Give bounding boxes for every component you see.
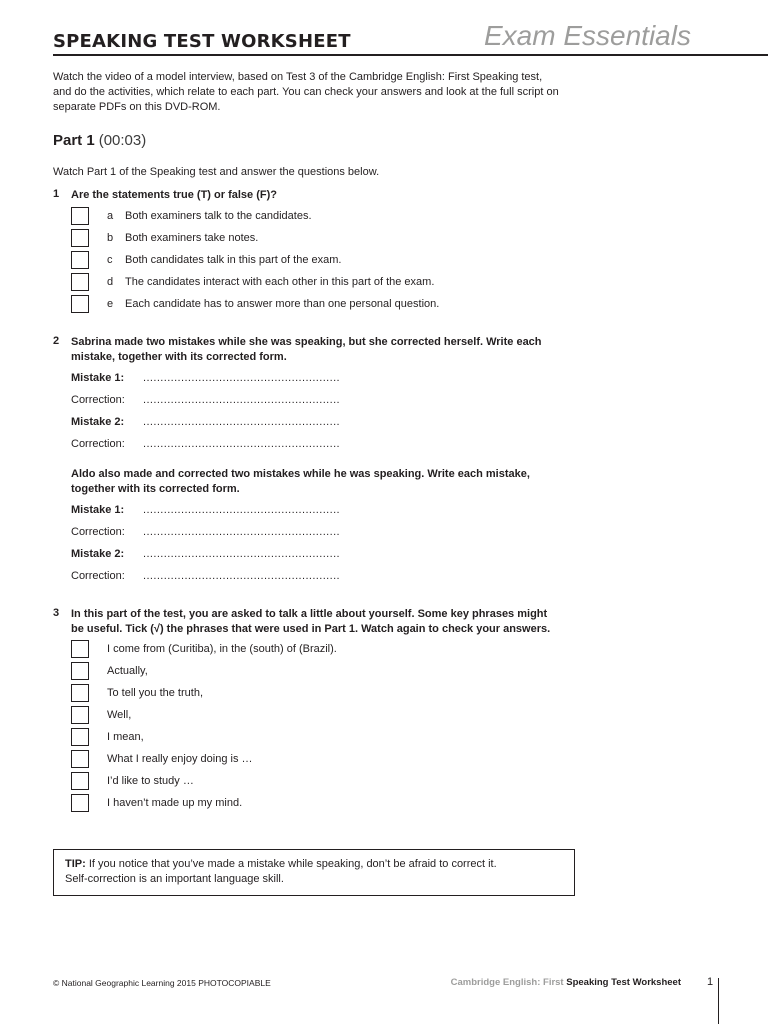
answer-box[interactable] [71, 251, 89, 269]
question-text: Are the statements true (T) or false (F)? [71, 189, 277, 201]
mistake-label: Mistake 1: [71, 504, 125, 516]
phrase-text: Actually, [107, 665, 148, 677]
worksheet-title: SPEAKING TEST WORKSHEET [53, 31, 351, 52]
phrase-text: I’d like to study … [107, 775, 194, 787]
statement-letter: d [107, 276, 114, 288]
brand-title: Exam Essentials [484, 20, 691, 51]
tip-line: Self-correction is an important language skill. [65, 873, 284, 885]
part-label: Part 1 [53, 132, 95, 149]
answer-line[interactable]: ......................................................... [143, 372, 341, 384]
answer-line[interactable]: ......................................................... [143, 548, 341, 560]
tick-box[interactable] [71, 662, 89, 680]
tip-line [65, 857, 574, 872]
question-text [71, 607, 581, 637]
mistake-label: Mistake 2: [71, 548, 125, 560]
footer-series-title: Speaking Test Worksheet [566, 977, 681, 988]
correction-label: Correction: [71, 570, 125, 582]
correction-label: Correction: [71, 394, 125, 406]
question-line: mistake, together with its corrected form. [71, 351, 287, 363]
phrase-text: I come from (Curitiba), in the (south) of (Brazil). [107, 643, 337, 655]
statement-text: Both examiners talk to the candidates. [125, 210, 312, 222]
phrase-text: What I really enjoy doing is … [107, 753, 253, 765]
question-number: 2 [53, 335, 60, 347]
correction-label: Correction: [71, 438, 125, 450]
tick-box[interactable] [71, 706, 89, 724]
page-number: 1 [707, 976, 714, 988]
statement-text: Both candidates talk in this part of the exam. [125, 254, 342, 266]
intro-paragraph [53, 70, 593, 115]
answer-line[interactable]: ......................................................... [143, 526, 341, 538]
answer-box[interactable] [71, 273, 89, 291]
part-instruction: Watch Part 1 of the Speaking test and answer the questions below. [53, 166, 380, 178]
tip-text: If you notice that you’ve made a mistake while speaking, don’t be afraid to correct it. [88, 858, 497, 870]
tick-box[interactable] [71, 728, 89, 746]
question-line: Aldo also made and corrected two mistakes while he was speaking. Write each mistake, [71, 468, 530, 480]
tick-box[interactable] [71, 750, 89, 768]
question-line: Sabrina made two mistakes while she was speaking, but she corrected herself. Write each [71, 336, 542, 348]
question-line: be useful. Tick (√) the phrases that were used in Part 1. Watch again to check your answers. [71, 623, 551, 635]
question-number: 3 [53, 607, 60, 619]
answer-box[interactable] [71, 207, 89, 225]
answer-line[interactable]: ......................................................... [143, 504, 341, 516]
footer-series-exam: Cambridge English: First [450, 977, 564, 988]
phrase-text: To tell you the truth, [107, 687, 203, 699]
part-heading [53, 132, 146, 149]
footer-series [451, 977, 681, 988]
intro-line: separate PDFs on this DVD-ROM. [53, 101, 221, 113]
phrase-text: I haven’t made up my mind. [107, 797, 243, 809]
tip-box [53, 849, 575, 896]
intro-line: Watch the video of a model interview, based on Test 3 of the Cambridge English: First Speaking test, [53, 71, 543, 83]
tip-label: TIP: [65, 858, 86, 870]
answer-line[interactable]: ......................................................... [143, 438, 341, 450]
statement-text: Both examiners take notes. [125, 232, 259, 244]
statement-letter: b [107, 232, 114, 244]
answer-box[interactable] [71, 229, 89, 247]
part-time: (00:03) [98, 132, 147, 149]
answer-line[interactable]: ......................................................... [143, 394, 341, 406]
answer-box[interactable] [71, 295, 89, 313]
question-number: 1 [53, 188, 60, 200]
statement-text: Each candidate has to answer more than one personal question. [125, 298, 440, 310]
mistake-label: Mistake 1: [71, 372, 125, 384]
question-line: together with its corrected form. [71, 483, 240, 495]
worksheet-header [53, 18, 768, 56]
tick-box[interactable] [71, 772, 89, 790]
statement-letter: e [107, 298, 114, 310]
statement-letter: a [107, 210, 114, 222]
correction-label: Correction: [71, 526, 125, 538]
tick-box[interactable] [71, 794, 89, 812]
question-text [71, 335, 581, 365]
statement-letter: c [107, 254, 113, 266]
phrase-text: I mean, [107, 731, 144, 743]
tick-box[interactable] [71, 640, 89, 658]
statement-text: The candidates interact with each other in this part of the exam. [125, 276, 435, 288]
answer-line[interactable]: ......................................................... [143, 570, 341, 582]
phrase-text: Well, [107, 709, 132, 721]
copyright: © National Geographic Learning 2015 PHOTOCOPIABLE [53, 978, 271, 988]
footer-divider [718, 978, 719, 1024]
answer-line[interactable]: ......................................................... [143, 416, 341, 428]
question-subtext [71, 467, 581, 497]
mistake-label: Mistake 2: [71, 416, 125, 428]
tick-box[interactable] [71, 684, 89, 702]
intro-line: and do the activities, which relate to each part. You can check your answers and look at the full script on [53, 86, 559, 98]
question-line: In this part of the test, you are asked to talk a little about yourself. Some key phrases might [71, 608, 548, 620]
